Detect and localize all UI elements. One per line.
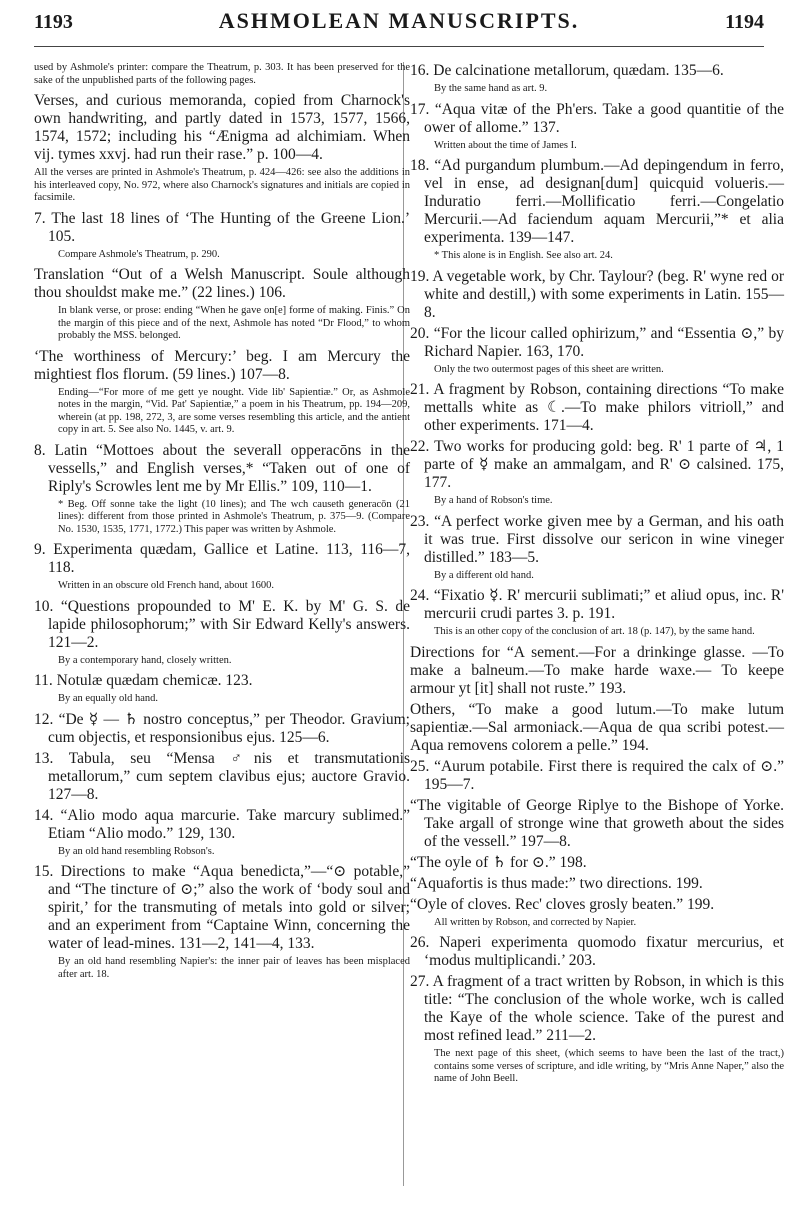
note: Compare Ashmole's Theatrum, p. 290. [58,248,220,260]
note: By an old hand resembling Napier's: the inner pair of leaves has been misplaced after art. 18. [58,956,410,980]
page-header [34,8,764,38]
catalogue-entry: 21. A fragment by Robson, containing directions “To make mettalls white as ☾.—To make philors vitrioll,” and other experiments. 171—4. [410,381,784,434]
catalogue-entry: Others, “To make a good lutum.—To make lutum sapientiæ.—Sal armoniack.—Aqua de qua scribi potest.—Aqua removens colorem a pelle.” 194. [410,700,784,754]
catalogue-entry: 25. “Aurum potabile. First there is required the calx of ⊙.” 195—7. [410,757,784,793]
catalogue-entry: 18. “Ad purgandum plumbum.—Ad depingendum in ferro, vel in ense, ad designan[dum] quicquid volueris.—Induratio ferri.—Mollificatio ferri.—Congelatio Mercurii.—Ad faciendum aquam Mercurii,”* et alia experimenta. 139—147. [410,157,784,246]
catalogue-entry: ‘The worthiness of Mercury:’ beg. I am Mercury the mightiest flos florum. (59 lines.) 107—8. [34,347,410,383]
note: Written about the time of James I. [434,139,577,151]
catalogue-entry: 16. De calcinatione metallorum, quædam. 135—6. [410,62,724,79]
catalogue-entry: Translation “Out of a Welsh Manuscript. Soule although thou shouldst make me.” (22 lines.) 106. [34,266,410,301]
catalogue-entry: 12. “De ☿ — ♄ nostro conceptus,” per Theodor. Gravium; cum objectis, et responsionibus ejus. 125—6. [34,710,410,746]
right-column [410,62,784,1091]
left-column [34,62,410,986]
note: By the same hand as art. 9. [434,83,548,94]
catalogue-entry: “The oyle of ♄ for ⊙.” 198. [410,853,587,871]
catalogue-entry: 10. “Questions propounded to M' E. K. by M' G. S. de lapide philosophorum;” with Sir Edward Kelly's answers. 121—2. [34,597,410,651]
catalogue-entry: 22. Two works for producing gold: beg. R' 1 parte of ♃, 1 parte of ☿ make an ammalgam, and R' ⊙ calsined. 175, 177. [410,438,784,491]
catalogue-entry: 20. “For the licour called ophirizum,” and “Essentia ⊙,” by Richard Napier. 163, 170. [410,324,784,360]
catalogue-entry: 13. Tabula, seu “Mensa ♂nis et transmutationis metallorum,” cum septem clavibus ejus; auctore Gravio. 127—8. [34,749,410,803]
note: Ending—“For more of me gett ye nought. Vide lib' Sapientiæ.” Or, as Ashmole notes in the margin, “Vid. Pat' Sapientiæ,” a poem in his Theatrum, pp. 194—209, wherein (at pp. 198, 272, 3, are some verses resembling this article, and the antient copy in art. 5. See also No. 1445, v. art. 9. [58,386,410,435]
note: By an equally old hand. [58,693,159,704]
note: By a hand of Robson's time. [434,495,553,506]
left-page-number: 1193 [34,11,73,33]
catalogue-entry: 14. “Alio modo aqua marcurie. Take marcury sublimed.” Etiam “Alio modo.” 129, 130. [34,806,410,842]
note: In blank verse, or prose: ending “When he gave on[e] forme of making. Finis.” On the margin of this piece and of the next, Ashmole has noted “Dr Flood,” to whom probably the MSS. belonged. [58,305,410,341]
catalogue-entry: 23. “A perfect worke given mee by a German, and his oath it was true. First dissolve our sericon in wine vineger distilled.” 183—5. [410,512,784,566]
note: * This alone is in English. See also art. 24. [434,250,613,261]
catalogue-entry: “Oyle of cloves. Rec' cloves grosly beaten.” 199. [410,895,715,913]
note: Written in an obscure old French hand, about 1600. [58,580,274,591]
running-title: ASHMOLEAN MANUSCRIPTS. [218,8,580,33]
catalogue-entry: “The vigitable of George Riplye to the Bishope of Yorke. Take argall of stronge wine that groweth about the sides of the vessell.” 197—8. [410,796,784,850]
catalogue-entry: “Aquafortis is thus made:” two directions. 199. [410,874,703,892]
note: used by Ashmole's printer: compare the Theatrum, p. 303. It has been preserved for the sake of the unpublished parts of the following pages. [34,62,410,86]
catalogue-entry: 7. The last 18 lines of ‘The Hunting of the Greene Lion.’ 105. [34,209,410,245]
note: Only the two outermost pages of this sheet are written. [434,363,664,375]
note: All written by Robson, and corrected by Napier. [434,916,637,928]
note: By a contemporary hand, closely written. [58,654,232,666]
catalogue-entry: 24. “Fixatio ☿. R' mercurii sublimati;” et aliud opus, inc. R' mercurii crudi partes 3. p. 191. [410,587,784,622]
note: By a different old hand. [434,569,534,581]
catalogue-entry: 8. Latin “Mottoes about the severall opperacōns in the vessells,” and English verses,* “Taken out of one of Riply's Scrowles lent me by Mr Ellis.” 109, 110—1. [34,441,410,495]
catalogue-entry: 9. Experimenta quædam, Gallice et Latine. 113, 116—7, 118. [34,541,410,576]
catalogue-entry: 27. A fragment of a tract written by Robson, in which is this title: “The conclusion of the whole worke, wch is called the Kaye of the whole science. Take of the purest and most refined lead.” 211—2. [410,973,784,1044]
catalogue-entry: 15. Directions to make “Aqua benedicta,”—“⊙ potable,” and “The tincture of ⊙;” also the work of ‘body soul and spirit,’ for the transmuting of metals into gold or silver; and an experiment from “Captaine Winn, concerning the water of lead-mines. 131—2, 141—4, 133. [34,863,410,952]
catalogue-entry: Verses, and curious memoranda, copied from Charnock's own handwriting, and partly dated in 1573, 1577, 1566, 1574, 1572; including his “Ænigma ad alchimiam. When vij. tymes xxvj. had run their rase.” p. 100—4. [34,92,410,163]
catalogue-entry: 26. Naperi experimenta quomodo fixatur mercurius, et ‘modus multiplicandi.’ 203. [410,934,784,969]
catalogue-entry: 17. “Aqua vitæ of the Ph'ers. Take a good quantitie of the ower of allome.” 137. [410,100,784,136]
note: * Beg. Off sonne take the light (10 lines); and The wch causeth generacōn (21 lines): different from those printed in Ashmole's Theatrum, p. 375—9. (Compare No. 1530, 1535, 1771, 1772.) This paper was written by Ashmole. [58,498,410,535]
catalogue-entry: 11. Notulæ quædam chemicæ. 123. [34,672,253,689]
header-rule [34,46,764,47]
note: The next page of this sheet, (which seems to have been the last of the tract,) contains some verses of scripture, and idle writing, by “Mris Anne Naper,” also the name of John Beell. [434,1048,784,1084]
note: This is an other copy of the conclusion of art. 18 (p. 147), by the same hand. [434,626,755,637]
catalogue-entry: Directions for “A sement.—For a drinkinge glasse. —To make a balneum.—To make harde waxe.— To keepe armour yt [it] shall not ruste.” 193. [410,643,784,697]
right-page-number: 1194 [725,11,764,33]
note: All the verses are printed in Ashmole's Theatrum, p. 424—426: see also the additions in his interleaved copy, No. 972, where also Charnock's signatures and initials are copied in facsimile. [34,167,410,203]
note: By an old hand resembling Robson's. [58,845,215,857]
catalogue-entry: 19. A vegetable work, by Chr. Taylour? (beg. R' wyne red or white and destill,) with some experiments in Latin. 155—8. [410,267,784,321]
